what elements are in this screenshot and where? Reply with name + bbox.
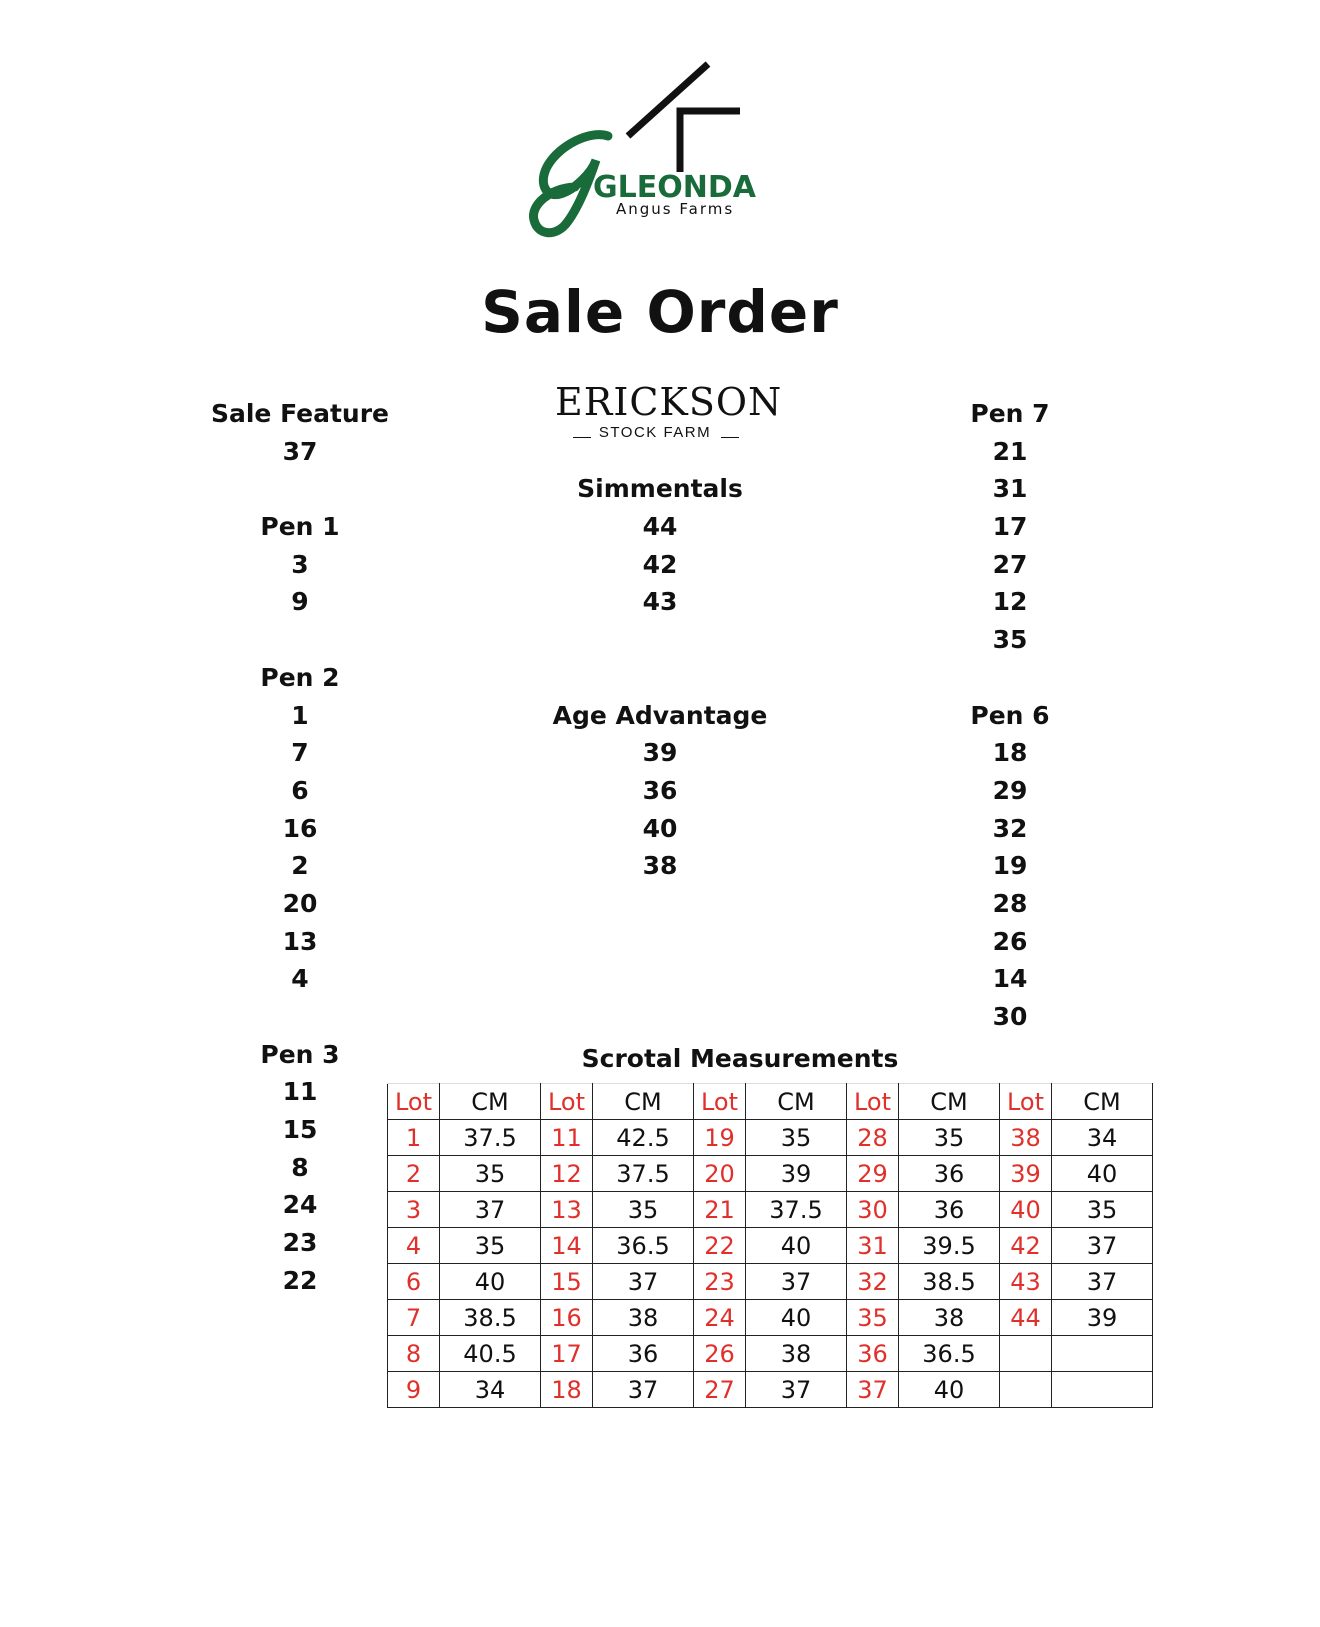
lot-cell: 28 xyxy=(847,1120,899,1156)
cm-cell: 38 xyxy=(593,1300,694,1336)
right-column xyxy=(950,395,1070,1036)
lot-cell: 32 xyxy=(847,1264,899,1300)
left-column-line: Pen 1 xyxy=(260,512,340,542)
cm-cell: 35 xyxy=(440,1228,541,1264)
lot-header: Lot xyxy=(694,1084,746,1120)
cm-cell: 39 xyxy=(746,1156,847,1192)
middle-column-line: 44 xyxy=(642,512,678,542)
table-row xyxy=(388,1120,1153,1156)
cm-cell: 39 xyxy=(1052,1300,1153,1336)
cm-cell: 36.5 xyxy=(899,1336,1000,1372)
cm-cell: 37 xyxy=(1052,1228,1153,1264)
cm-cell: 35 xyxy=(593,1192,694,1228)
cm-cell: 40 xyxy=(1052,1156,1153,1192)
lot-cell: 36 xyxy=(847,1336,899,1372)
cm-cell: 37.5 xyxy=(593,1156,694,1192)
left-column-line: 1 xyxy=(291,700,309,730)
middle-column-line xyxy=(520,395,800,433)
middle-column-line xyxy=(520,659,800,697)
left-column-line: 23 xyxy=(282,1228,318,1258)
left-column-line: 13 xyxy=(282,926,318,956)
cm-header: CM xyxy=(440,1084,541,1120)
cm-cell: 35 xyxy=(1052,1192,1153,1228)
left-column-line: 11 xyxy=(282,1077,318,1107)
cm-cell: 40 xyxy=(440,1264,541,1300)
cm-cell: 34 xyxy=(440,1372,541,1408)
lot-cell: 29 xyxy=(847,1156,899,1192)
cm-header: CM xyxy=(746,1084,847,1120)
cm-cell: 36 xyxy=(899,1192,1000,1228)
logo-sub-text: Angus Farms xyxy=(616,200,735,218)
left-column-line: 20 xyxy=(282,888,318,918)
cm-header: CM xyxy=(899,1084,1000,1120)
cm-cell: 35 xyxy=(746,1120,847,1156)
table-row xyxy=(388,1156,1153,1192)
middle-column-line: 36 xyxy=(642,775,678,805)
right-column-line: 12 xyxy=(992,587,1028,617)
lot-cell: 19 xyxy=(694,1120,746,1156)
erickson-name: ERICKSON xyxy=(555,380,783,424)
left-column-line: 15 xyxy=(282,1115,318,1145)
cm-cell: 40 xyxy=(746,1228,847,1264)
cm-cell: 38 xyxy=(746,1336,847,1372)
right-column-line: 32 xyxy=(992,813,1028,843)
cm-cell: 37.5 xyxy=(746,1192,847,1228)
middle-column-line: Simmentals xyxy=(577,474,743,504)
table-header-row xyxy=(388,1084,1153,1120)
cm-header: CM xyxy=(1052,1084,1153,1120)
lot-header: Lot xyxy=(388,1084,440,1120)
cm-cell: 37.5 xyxy=(440,1120,541,1156)
cm-cell: 38.5 xyxy=(899,1264,1000,1300)
right-column-line: 26 xyxy=(992,926,1028,956)
lot-cell xyxy=(1000,1372,1052,1408)
lot-cell: 13 xyxy=(541,1192,593,1228)
left-column xyxy=(205,395,395,1300)
lot-cell: 8 xyxy=(388,1336,440,1372)
cm-cell xyxy=(1052,1372,1153,1408)
cm-cell: 35 xyxy=(440,1156,541,1192)
table-row xyxy=(388,1264,1153,1300)
cm-cell xyxy=(1052,1336,1153,1372)
lot-cell: 35 xyxy=(847,1300,899,1336)
cm-cell: 36 xyxy=(593,1336,694,1372)
cm-cell: 40 xyxy=(746,1300,847,1336)
lot-cell: 9 xyxy=(388,1372,440,1408)
cm-cell: 36 xyxy=(899,1156,1000,1192)
erickson-sub: STOCK FARM xyxy=(598,424,712,441)
lot-cell xyxy=(1000,1336,1052,1372)
lot-cell: 20 xyxy=(694,1156,746,1192)
cm-cell: 38.5 xyxy=(440,1300,541,1336)
right-column-line: 28 xyxy=(992,888,1028,918)
left-column-line: Pen 2 xyxy=(260,662,340,692)
right-column-line xyxy=(950,659,1070,697)
table-title: Scrotal Measurements xyxy=(581,1044,899,1073)
lot-cell: 6 xyxy=(388,1264,440,1300)
middle-column-line: Age Advantage xyxy=(552,700,768,730)
left-column-line: 37 xyxy=(282,436,318,466)
table-row xyxy=(388,1372,1153,1408)
lot-cell: 2 xyxy=(388,1156,440,1192)
page-title: Sale Order xyxy=(481,278,839,346)
right-column-line: 31 xyxy=(992,474,1028,504)
lot-cell: 44 xyxy=(1000,1300,1052,1336)
lot-cell: 26 xyxy=(694,1336,746,1372)
lot-cell: 39 xyxy=(1000,1156,1052,1192)
lot-cell: 1 xyxy=(388,1120,440,1156)
lot-cell: 21 xyxy=(694,1192,746,1228)
middle-column-line: 42 xyxy=(642,549,678,579)
right-column-line: Pen 6 xyxy=(970,700,1050,730)
lot-cell: 38 xyxy=(1000,1120,1052,1156)
cm-cell: 35 xyxy=(899,1120,1000,1156)
lot-cell: 23 xyxy=(694,1264,746,1300)
right-column-line: 19 xyxy=(992,851,1028,881)
cm-header: CM xyxy=(593,1084,694,1120)
left-column-line xyxy=(205,621,395,659)
gleonda-logo-mark xyxy=(520,60,780,250)
lot-cell: 22 xyxy=(694,1228,746,1264)
left-column-line: 2 xyxy=(291,851,309,881)
table-row xyxy=(388,1192,1153,1228)
cm-cell: 37 xyxy=(593,1264,694,1300)
lot-header: Lot xyxy=(847,1084,899,1120)
right-column-line: 30 xyxy=(992,1002,1028,1031)
lot-cell: 15 xyxy=(541,1264,593,1300)
cm-cell: 37 xyxy=(1052,1264,1153,1300)
right-column-line: 27 xyxy=(992,549,1028,579)
lot-cell: 43 xyxy=(1000,1264,1052,1300)
right-column-line: 29 xyxy=(992,775,1028,805)
scrotal-measurements-table xyxy=(387,1083,1153,1408)
right-column-line: Pen 7 xyxy=(970,399,1050,428)
left-column-line: 16 xyxy=(282,813,318,843)
cm-cell: 34 xyxy=(1052,1120,1153,1156)
left-column-line: Sale Feature xyxy=(210,399,390,428)
lot-cell: 17 xyxy=(541,1336,593,1372)
cm-cell: 38 xyxy=(899,1300,1000,1336)
left-column-line: 7 xyxy=(291,738,309,768)
lot-cell: 37 xyxy=(847,1372,899,1408)
lot-header: Lot xyxy=(1000,1084,1052,1120)
cm-cell: 37 xyxy=(440,1192,541,1228)
right-column-line: 35 xyxy=(992,625,1028,655)
middle-column-line xyxy=(520,433,800,471)
cm-cell: 37 xyxy=(746,1264,847,1300)
logo-brand-text: GLEONDA xyxy=(593,170,756,205)
lot-cell: 18 xyxy=(541,1372,593,1408)
cm-cell: 40.5 xyxy=(440,1336,541,1372)
lot-cell: 11 xyxy=(541,1120,593,1156)
cm-cell: 37 xyxy=(746,1372,847,1408)
left-column-line: 24 xyxy=(282,1190,318,1220)
lot-header: Lot xyxy=(541,1084,593,1120)
middle-column xyxy=(520,395,800,885)
lot-cell: 31 xyxy=(847,1228,899,1264)
left-column-line xyxy=(205,998,395,1036)
middle-column-line: 38 xyxy=(642,851,678,881)
left-column-line: 8 xyxy=(291,1152,309,1182)
left-column-line xyxy=(205,470,395,508)
middle-column-line xyxy=(520,621,800,659)
middle-column-line: 40 xyxy=(642,813,678,843)
cm-cell: 40 xyxy=(899,1372,1000,1408)
lot-cell: 7 xyxy=(388,1300,440,1336)
middle-column-line: 43 xyxy=(642,587,678,617)
left-column-line: 4 xyxy=(291,964,309,994)
lot-cell: 24 xyxy=(694,1300,746,1336)
table-row xyxy=(388,1228,1153,1264)
middle-column-line: 39 xyxy=(642,738,678,768)
left-column-line: 3 xyxy=(291,549,309,579)
table-row xyxy=(388,1300,1153,1336)
lot-cell: 30 xyxy=(847,1192,899,1228)
left-column-line: 9 xyxy=(291,587,309,617)
lot-cell: 16 xyxy=(541,1300,593,1336)
left-column-line: Pen 3 xyxy=(260,1039,340,1069)
lot-cell: 3 xyxy=(388,1192,440,1228)
lot-cell: 12 xyxy=(541,1156,593,1192)
lot-cell: 14 xyxy=(541,1228,593,1264)
right-column-line: 18 xyxy=(992,738,1028,768)
right-column-line: 21 xyxy=(992,436,1028,466)
cm-cell: 36.5 xyxy=(593,1228,694,1264)
left-column-line: 6 xyxy=(291,775,309,805)
gleonda-logo xyxy=(520,60,780,250)
lot-cell: 42 xyxy=(1000,1228,1052,1264)
cm-cell: 42.5 xyxy=(593,1120,694,1156)
table-row xyxy=(388,1336,1153,1372)
lot-cell: 40 xyxy=(1000,1192,1052,1228)
left-column-line: 22 xyxy=(282,1265,318,1295)
right-column-line: 14 xyxy=(992,964,1028,994)
cm-cell: 37 xyxy=(593,1372,694,1408)
lot-cell: 4 xyxy=(388,1228,440,1264)
cm-cell: 39.5 xyxy=(899,1228,1000,1264)
right-column-line: 17 xyxy=(992,512,1028,542)
lot-cell: 27 xyxy=(694,1372,746,1408)
